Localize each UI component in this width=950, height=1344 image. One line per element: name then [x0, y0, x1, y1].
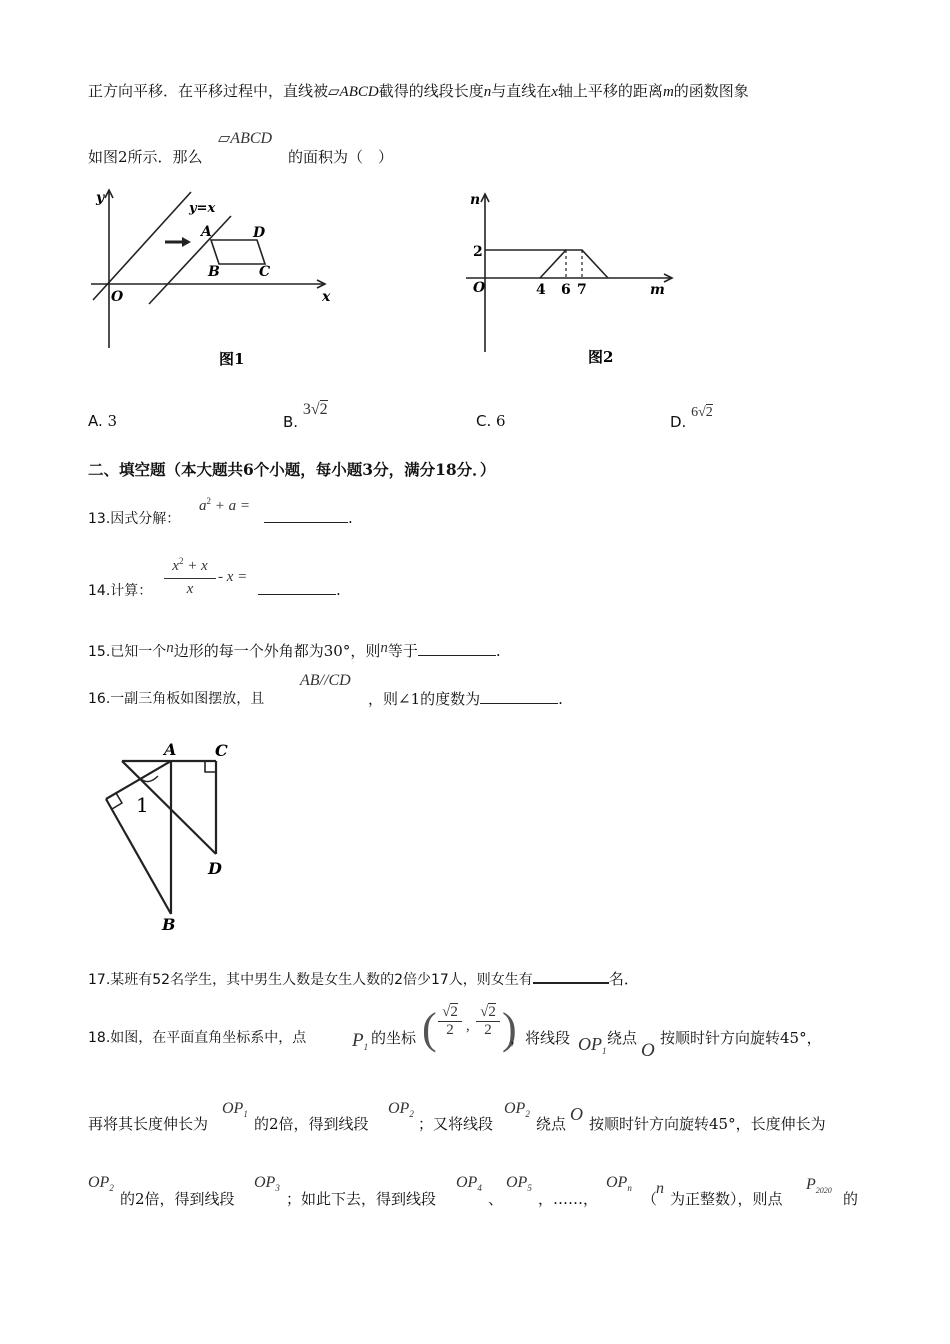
q18-separator: 、	[488, 1190, 504, 1208]
q18-around: 绕点	[607, 1029, 638, 1047]
fig1-arrow-head	[182, 237, 191, 247]
label-D: D	[208, 859, 222, 878]
q18-ellipsis: ，……，	[538, 1190, 599, 1208]
q18-line3-end: 的	[843, 1190, 859, 1208]
fig2-tick-6: 6	[561, 282, 571, 298]
label-B: B	[162, 915, 176, 934]
q17: 17.某班有52名学生，其中男生人数是女生人数的2倍少17人，则女生有 名．	[88, 970, 639, 988]
q16-ab-parallel-cd: AB//CD	[300, 672, 351, 689]
option-a[interactable]: A. 3	[88, 412, 118, 430]
q18-line1-prefix: 18.如图，在平面直角坐标系中，点	[88, 1030, 307, 1046]
q18-line2-mid: 的2倍，得到线段	[254, 1115, 369, 1133]
q18-opn: $OP_n$	[606, 1174, 632, 1193]
fig1-label-y: y	[96, 190, 105, 206]
fig1-label-O: O	[111, 289, 124, 305]
q17-answer-blank[interactable]	[533, 968, 609, 984]
q13-answer-blank[interactable]: .	[264, 508, 353, 527]
q18-line2-end: 按顺时针方向旋转45°，长度伸长为	[589, 1115, 826, 1133]
q16-answer-blank[interactable]	[480, 689, 558, 704]
figure-2	[460, 186, 690, 376]
right-paren-icon: )	[502, 1004, 517, 1053]
q14: 14.计算：	[88, 583, 153, 599]
q18-line3-tail: 为正整数），则点	[670, 1190, 783, 1208]
q18-op2-b: $OP_2$	[504, 1100, 530, 1119]
fig1-label-C: C	[259, 264, 271, 280]
q12-line2: 如图2所示．那么	[88, 148, 203, 166]
sqrt-icon: √	[480, 1004, 489, 1020]
q18-line1-mid: ，将线段	[510, 1029, 571, 1047]
q18-n: n	[656, 1180, 664, 1197]
q18-line3-mid: ；如此下去，得到线段	[286, 1190, 437, 1208]
section-2-heading: 二、填空题（本大题共6个小题，每小题3分，满分18分．）	[88, 460, 496, 479]
q16: 16.一副三角板如图摆放，且	[88, 691, 265, 707]
parallelogram-abcd-label: ▱ABCD	[218, 130, 273, 147]
q18-line2: 再将其长度伸长为	[88, 1115, 209, 1133]
sqrt-icon: √	[442, 1004, 451, 1020]
q18-point-p1: $P_1$	[352, 1030, 369, 1052]
q18-coord-label: 的坐标	[371, 1029, 417, 1047]
fig2-label-m: m	[650, 282, 665, 298]
q18-op5: $OP_5$	[506, 1174, 532, 1193]
sqrt-icon: √	[310, 401, 320, 418]
q18-op2-c: $OP_2$	[88, 1174, 114, 1193]
fig2-caption: 图2	[588, 348, 614, 366]
fig2-tick-4: 4	[536, 282, 546, 298]
q18-point-o: O	[641, 1040, 655, 1061]
q13-expression: $a^2 + a$ =	[199, 496, 250, 514]
q18-op2: $OP_2$	[388, 1100, 414, 1119]
option-d[interactable]: D. 6√2	[670, 405, 713, 431]
fig1-label-D: D	[253, 225, 266, 241]
q16-rest: ，则∠1的度数为 .	[368, 690, 563, 708]
fig1-label-x: x	[322, 289, 331, 305]
q14-fraction: $x^2 + x$ x	[164, 556, 216, 598]
fig2-label-2: 2	[473, 244, 483, 260]
sqrt-icon: √	[698, 405, 706, 420]
q14-minus-x: - x =	[218, 569, 248, 585]
fig1-parallelogram	[211, 240, 265, 264]
q18-op1-b: $OP_1$	[222, 1100, 248, 1119]
q18-p2020: $P_{2020}$	[806, 1176, 832, 1195]
q18-line2-around: 绕点	[536, 1115, 567, 1133]
q18-op3: $OP_3$	[254, 1174, 280, 1193]
label-A: A	[164, 740, 177, 759]
q13: 13.因式分解：	[88, 511, 181, 527]
label-angle-1: 1	[136, 793, 149, 817]
fig2-tick-7: 7	[577, 282, 587, 298]
option-b[interactable]: B. 3√2	[283, 401, 328, 431]
right-angle-c	[205, 761, 216, 772]
q12-line2-end: 的面积为（ ）	[288, 148, 394, 166]
fig2-label-O: O	[473, 280, 486, 296]
set-squares-figure	[92, 736, 252, 936]
fig1-shifted-line	[149, 216, 231, 304]
q18-op1: $OP_1$	[578, 1034, 607, 1056]
q18-line3-start: 的2倍，得到线段	[120, 1190, 235, 1208]
fig1-label-line: y=x	[189, 201, 216, 216]
fig2-trapezoid-graph	[540, 250, 608, 278]
q12-line1: 正方向平移．在平移过程中，直线被▱ABCD截得的线段长度n与直线在x轴上平移的距离m的函数图象	[88, 82, 749, 100]
q18-line1-end: 按顺时针方向旋转45°，	[660, 1029, 822, 1047]
figure-1	[85, 180, 345, 375]
fig1-label-A: A	[201, 224, 212, 240]
fig1-caption: 图1	[219, 350, 245, 368]
option-c[interactable]: C. 6	[476, 412, 506, 430]
q18-paren: （	[642, 1190, 658, 1208]
q18-line2-mid2: ；又将线段	[418, 1115, 494, 1133]
fig2-label-n: n	[470, 192, 481, 208]
q18-point-o-b: O	[570, 1104, 583, 1124]
left-paren-icon: (	[422, 1004, 437, 1053]
q15-answer-blank[interactable]	[418, 641, 496, 656]
label-C: C	[215, 741, 228, 760]
q15: 15.已知一个n边形的每一个外角都为30°，则n等于 .	[88, 640, 501, 660]
q14-answer-blank[interactable]: .	[258, 580, 341, 599]
q18-op4: $OP_4$	[456, 1174, 482, 1193]
fig1-label-B: B	[208, 264, 220, 280]
